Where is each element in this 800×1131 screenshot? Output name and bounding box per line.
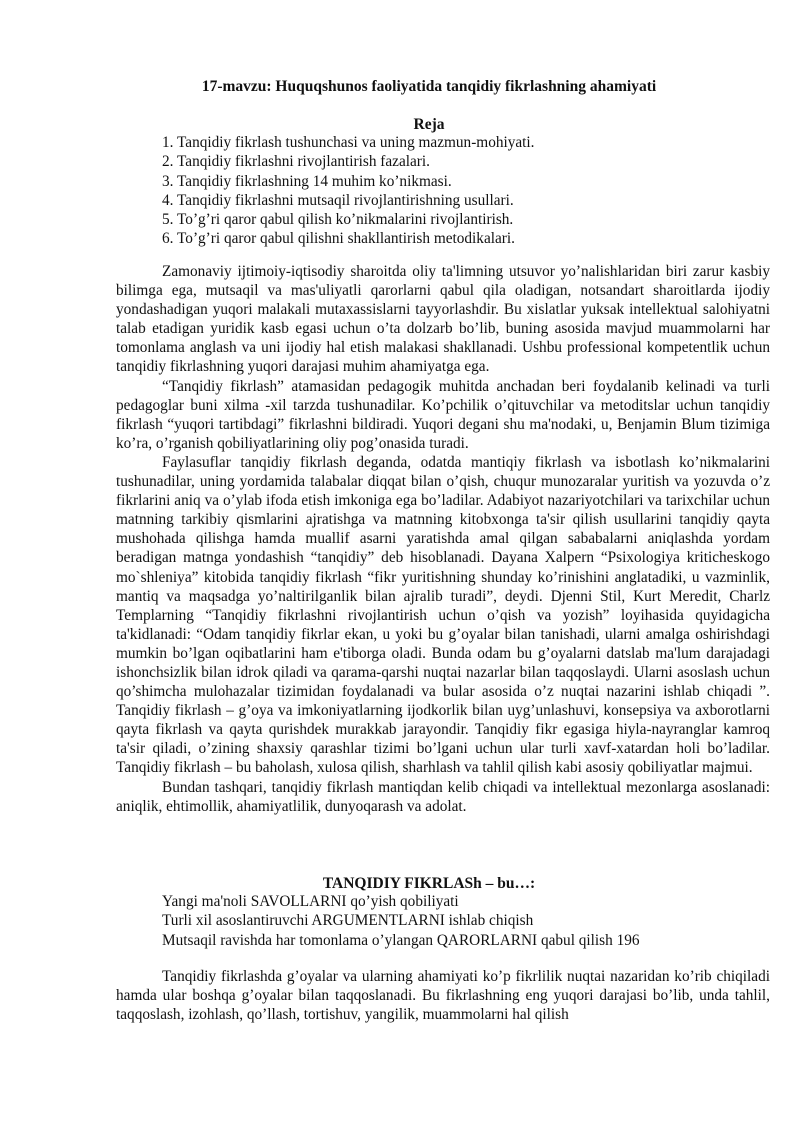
definition-list xyxy=(162,892,762,950)
definition-item: Mutsaqil ravishda har tomonlama o’ylangan QARORLARNI qabul qilish 196 xyxy=(162,931,640,949)
plan-item: 2. Tanqidiy fikrlashni rivojlantirish fazalari. xyxy=(162,153,430,171)
plan-item: 6. To’g’ri qaror qabul qilishni shakllantirish metodikalari. xyxy=(162,230,515,248)
paragraph: Bundan tashqari, tanqidiy fikrlash mantiqdan kelib chiqadi va intellektual mezonlarga asoslanadi: aniqlik, ehtimollik, ahamiyatlilik, dunyoqarash va adolat. xyxy=(116,778,770,815)
plan-item: 3. Tanqidiy fikrlashning 14 muhim ko’nikmasi. xyxy=(162,172,452,190)
definition-item: Yangi ma'noli SAVOLLARNI qo’yish qobiliyati xyxy=(162,893,459,910)
plan-list xyxy=(162,133,762,249)
plan-item: 5. To’g’ri qaror qabul qilish ko’nikmalarini rivojlantirish. xyxy=(162,211,514,229)
closing-text xyxy=(116,967,770,1024)
paragraph: Zamonaviy ijtimoiy-iqtisodiy sharoitda oliy ta'limning utsuvor yo’nalishlaridan biri zarur kasbiy bilimga ega, mutsaqil va mas'uliyatli qarorlarni qabul qila oladigan, notsandart sharoitlarda ijodiy yondashadigan yuqori malakali mutaxassislarni tayyorlashdir. Bu xislatlar yuksak intellektual salohiyatni talab etadigan yuridik kasb egasi uchun o’ta dolzarb bo’lib, buning asosida mavjud muammolarni har tomonlama anglash va uni ijodiy hal etish malakasi shakllanadi. Ushbu professional kompetentlik uchun tanqidiy fikrlashning yuqori darajasi muhim ahamiyatga ega. xyxy=(116,263,770,376)
body-text xyxy=(116,262,770,816)
definition-heading: TANQIDIY FIKRLASh – bu…: xyxy=(322,875,536,892)
paragraph: “Tanqidiy fikrlash” atamasidan pedagogik muhitda anchadan beri foydalanib kelinadi va turli pedagoglar buni xilma -xil tarzda tushunadilar. Ko’pchilik o’qituvchilar va metoditslar uchun tanqidiy fikrlash “yuqori tartibdagi” fikrlashni bildiradi. Yuqori degani shu ma'nodaki, u, Benjamin Blum tizimiga ko’ra, o’rganish qobiliyatlarining oliy pog’onasida turadi. xyxy=(116,377,770,452)
paragraph: Tanqidiy fikrlashda g’oyalar va ularning ahamiyati ko’p fikrlilik nuqtai nazaridan ko’rib chiqiladi hamda ular boshqa g’oyalar bilan taqqoslanadi. Bu fikrlashning eng yuqori darajasi bo’lib, unda tahlil, taqqoslash, izohlash, qo’llash, tortishuv, yangilik, muammolarni hal qilish xyxy=(116,968,770,1024)
plan-heading: Reja xyxy=(413,116,445,133)
definition-item: Turli xil asoslantiruvchi ARGUMENTLARNI ishlab chiqish xyxy=(162,912,534,930)
plan-item: 1. Tanqidiy fikrlash tushunchasi va uning mazmun-mohiyati. xyxy=(162,134,535,151)
document-title: 17-mavzu: Huquqshunos faoliyatida tanqidiy fikrlashning ahamiyati xyxy=(201,78,657,95)
paragraph: Faylasuflar tanqidiy fikrlash deganda, odatda mantiqiy fikrlash va isbotlash ko’nikmalarini tushunadilar, uning yordamida talabalar diqqat bilan o’qish, chuqur munozaralar yuritish va yozuvda o’z fikrlarini aniq va o’ylab ifoda etish imkoniga ega bo’ladilar. Adabiyot nazariyotchilari va tarixchilar uchun matnning tarkibiy qismlarini ajratishga va matnning kitobxonga ta'sir qilish usullarini tanqidiy qayta mushohada qilishga hamda muallif asarni yaratishda amal qilgan sababalarni aniqlashda yordam beradigan matnga yondashish “tanqidiy” deb hisoblanadi. Dayana Xalpern “Psixologiya kriticheskogo mo`shleniya” kitobida tanqidiy fikrlash “fikr yuritishning shunday ko’rinishini anglatadiki, u vazminlik, mantiq va maqsadga yo’naltirilganlik bilan ajralib turadi”, deydi. Djenni Stil, Kurt Meredit, Charlz Templarning “Tanqidiy fikrlashni rivojlantirish uchun o’qish va yozish” loyihasida quyidagicha ta'kidlanadi: “Odam tanqidiy fikrlar ekan, u yoki bu g’oyalar bilan tanishadi, ularni amalga oshirishdagi mumkin bo’lgan oqibatlarini ham e'tiborga oladi. Bunda odam bu g’oyalarni datslab ma'lum darajadagi ishonchsizlik bilan idrok qiladi va qarama-qarshi nuqtai nazarlar bilan taqqoslaydi. Ularni asoslash uchun qo’shimcha mulohazalar tizimidan foydalanadi va bular asosida o’z nuqtai nazarini ishlab chiqadi ”. Tanqidiy fikrlash – g’oya va imkoniyatlarning ijodkorlik bilan uyg’unlashuvi, konsepsiya va axborotlarni qayta fikrlash va qayta qurishdek murakkab jarayondir. Tanqidiy fikr egasiga hiyla-nayranglar kamroq ta'sir qiladi, o’zining shaxsiy qarashlar tizimi bo’lgani uchun ular turli xavf-xatardan holi bo’ladilar. Tanqidiy fikrlash – bu baholash, xulosa qilish, sharhlash va tahlil qilish kabi asosiy qobiliyatlar majmui. xyxy=(116,453,770,777)
plan-item: 4. Tanqidiy fikrlashni mutsaqil rivojlantirishning usullari. xyxy=(162,191,514,209)
